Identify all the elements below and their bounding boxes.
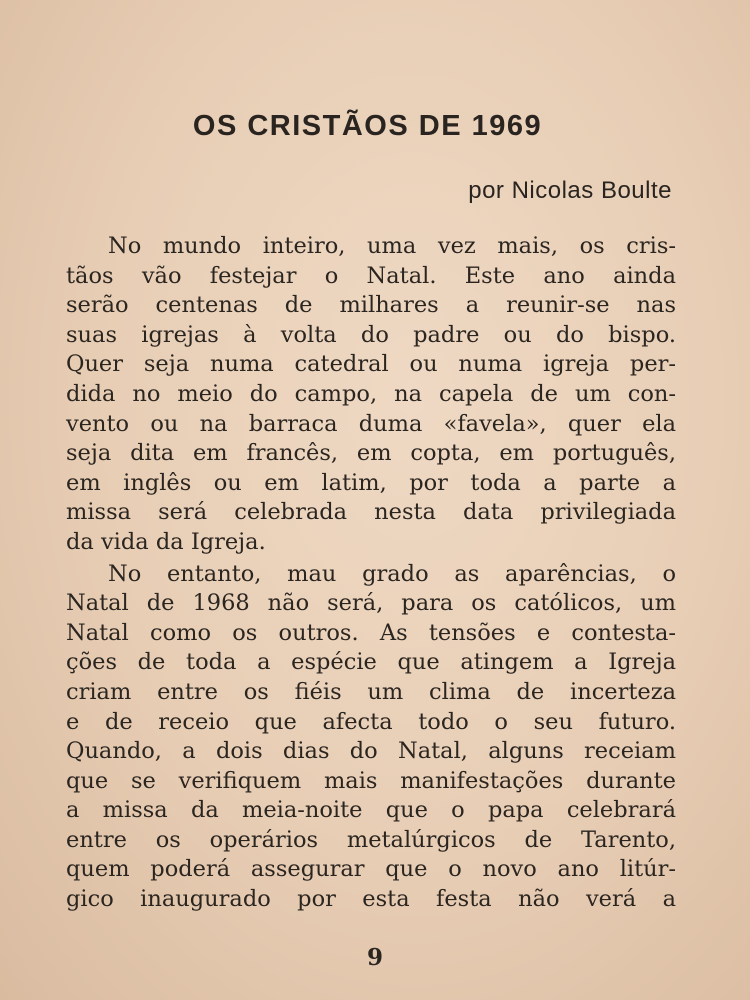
text-line: seja dita em francês, em copta, em português,: [66, 440, 676, 467]
text-line: Quando, a dois dias do Natal, alguns receiam: [66, 738, 676, 765]
text-line: Natal como os outros. As tensões e contesta-: [66, 619, 676, 646]
text-line: ções de toda a espécie que atingem a Igreja: [66, 649, 676, 676]
text-line: No entanto, mau grado as aparências, o: [108, 560, 676, 587]
text-line: serão centenas de milhares a reunir-se nas: [66, 292, 676, 319]
text-line: vento ou na barraca duma «favela», quer ela: [66, 410, 676, 437]
paragraph-2: [66, 560, 676, 915]
text-line: tãos vão festejar o Natal. Este ano ainda: [66, 262, 676, 289]
text-line: que se verifiquem mais manifestações durante: [66, 767, 676, 794]
text-line: quem poderá assegurar que o novo ano litúr-: [66, 856, 676, 883]
paragraph-1: [66, 232, 676, 558]
text-line: entre os operários metalúrgicos de Tarento,: [66, 826, 676, 853]
page-number: 9: [366, 944, 383, 971]
article-title: OS CRISTÃOS DE 1969: [192, 110, 543, 142]
text-line: em inglês ou em latim, por toda a parte a: [66, 469, 676, 496]
text-line: No mundo inteiro, uma vez mais, os cris-: [108, 233, 676, 259]
text-line: criam entre os fiéis um clima de incerteza: [66, 678, 676, 705]
text-line: da vida da Igreja.: [66, 528, 266, 555]
text-line: gico inaugurado por esta festa não verá a: [66, 886, 676, 913]
article-body: [66, 232, 676, 915]
text-line: dida no meio do campo, na capela de um con-: [66, 380, 676, 407]
text-line: a missa da meia-noite que o papa celebrará: [66, 797, 676, 824]
text-line: Natal de 1968 não será, para os católicos, um: [66, 590, 676, 617]
text-line: e de receio que afecta todo o seu futuro.: [66, 708, 676, 735]
author-byline: por Nicolas Boulte: [468, 177, 672, 204]
text-line: Quer seja numa catedral ou numa igreja per-: [66, 351, 676, 378]
text-line: missa será celebrada nesta data privilegiada: [66, 499, 676, 526]
text-line: suas igrejas à volta do padre ou do bispo.: [66, 321, 676, 348]
